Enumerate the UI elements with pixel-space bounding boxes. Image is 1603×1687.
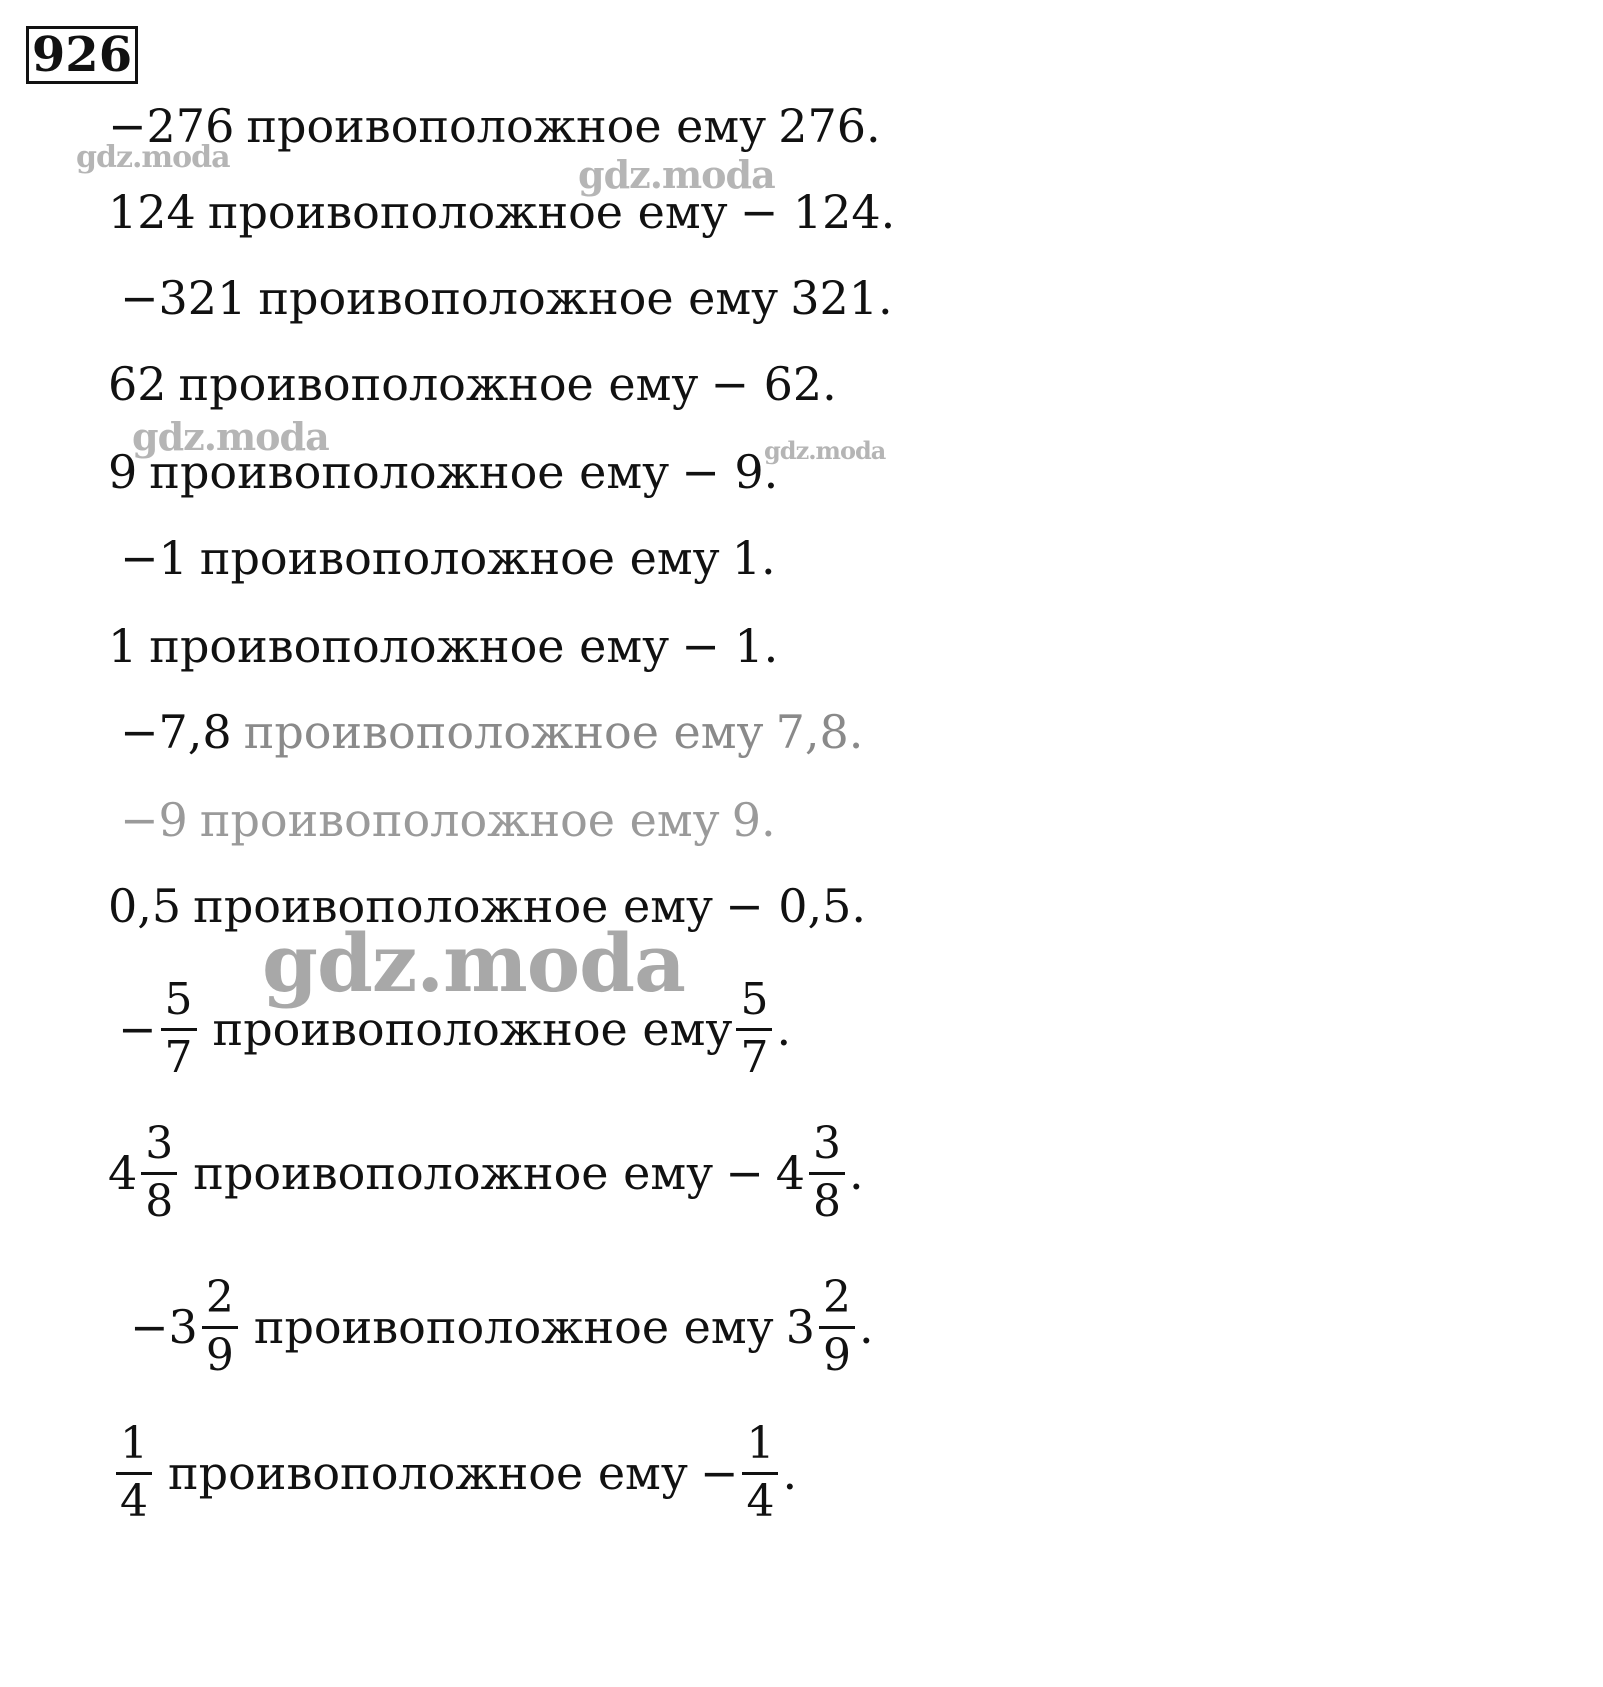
line-9-opposite: 9. bbox=[731, 793, 776, 847]
frac-4-pre-fraction bbox=[116, 1419, 152, 1527]
frac-2-post-fraction bbox=[809, 1119, 845, 1227]
frac-2-post-denominator: 8 bbox=[813, 1175, 842, 1227]
frac-1-pre-fraction bbox=[161, 975, 197, 1083]
line-8-opposite: 7,8. bbox=[775, 705, 864, 759]
line-4-number: 62 bbox=[108, 357, 167, 411]
frac-1-post-numerator: 5 bbox=[736, 975, 772, 1031]
line-9-text: проивоположное ему bbox=[199, 793, 720, 847]
frac-3-post-fraction bbox=[819, 1273, 855, 1381]
answer-line-9 bbox=[120, 790, 776, 850]
frac-2-post-whole: 4 bbox=[775, 1146, 806, 1200]
line-4-opposite: − 62. bbox=[710, 357, 837, 411]
frac-3-period: . bbox=[859, 1300, 874, 1354]
frac-2-post-sign: − bbox=[725, 1146, 764, 1200]
fraction-line-2 bbox=[108, 1108, 864, 1238]
line-5-text: проивоположное ему bbox=[149, 445, 670, 499]
watermark-2: gdz.moda bbox=[578, 152, 775, 197]
line-7-text: проивоположное ему bbox=[149, 619, 670, 673]
answer-line-8 bbox=[120, 702, 863, 762]
line-7-opposite: − 1. bbox=[681, 619, 779, 673]
line-8-number: −7,8 bbox=[120, 705, 232, 759]
answer-line-6 bbox=[120, 528, 776, 588]
answer-line-7 bbox=[108, 616, 778, 676]
watermark-4: gdz.moda bbox=[764, 436, 886, 465]
frac-4-post-sign: − bbox=[699, 1446, 739, 1500]
frac-4-period: . bbox=[782, 1446, 798, 1500]
line-7-number: 1 bbox=[108, 619, 138, 673]
frac-3-text: проивоположное ему bbox=[253, 1300, 774, 1354]
frac-4-pre-denominator: 4 bbox=[120, 1475, 148, 1527]
frac-1-period: . bbox=[776, 1002, 792, 1056]
frac-4-post-fraction bbox=[742, 1419, 778, 1527]
frac-3-pre-whole: 3 bbox=[168, 1300, 198, 1354]
frac-1-post-denominator: 7 bbox=[740, 1031, 769, 1083]
line-9-number: −9 bbox=[120, 793, 188, 847]
frac-2-period: . bbox=[849, 1146, 864, 1200]
line-1-opposite: 276. bbox=[778, 99, 881, 153]
frac-3-pre-sign: − bbox=[130, 1300, 169, 1354]
line-6-opposite: 1. bbox=[731, 531, 776, 585]
line-1-text: проивоположное ему bbox=[246, 99, 767, 153]
frac-1-pre-numerator: 5 bbox=[161, 975, 197, 1031]
line-10-opposite: − 0,5. bbox=[725, 879, 867, 933]
watermark-1: gdz.moda bbox=[76, 140, 230, 175]
frac-3-post-whole: 3 bbox=[785, 1300, 816, 1354]
line-8-text: проивоположное ему bbox=[243, 705, 764, 759]
line-2-opposite: − 124. bbox=[739, 185, 896, 239]
line-4-text: проивоположное ему bbox=[178, 357, 699, 411]
frac-3-post-numerator: 2 bbox=[819, 1273, 855, 1329]
line-1-number: −276 bbox=[108, 99, 235, 153]
line-3-opposite: 321. bbox=[790, 271, 893, 325]
frac-1-pre-sign: − bbox=[118, 1002, 157, 1056]
frac-2-pre-numerator: 3 bbox=[141, 1119, 177, 1175]
watermark-3: gdz.moda bbox=[132, 414, 329, 459]
answer-line-4 bbox=[108, 354, 837, 414]
frac-4-post-numerator: 1 bbox=[742, 1419, 778, 1475]
line-5-opposite: − 9. bbox=[681, 445, 779, 499]
frac-2-pre-denominator: 8 bbox=[145, 1175, 174, 1227]
line-2-text: проивоположное ему bbox=[207, 185, 728, 239]
line-6-number: −1 bbox=[120, 531, 188, 585]
frac-2-pre-fraction bbox=[141, 1119, 177, 1227]
frac-2-post-numerator: 3 bbox=[809, 1119, 845, 1175]
frac-1-text: проивоположное ему bbox=[212, 1002, 733, 1056]
line-3-text: проивоположное ему bbox=[258, 271, 779, 325]
fraction-line-4 bbox=[112, 1408, 797, 1538]
frac-3-post-denominator: 9 bbox=[823, 1329, 852, 1381]
line-2-number: 124 bbox=[108, 185, 196, 239]
line-5-number: 9 bbox=[108, 445, 138, 499]
fraction-line-3 bbox=[130, 1262, 874, 1392]
frac-3-pre-denominator: 9 bbox=[205, 1329, 234, 1381]
frac-4-pre-numerator: 1 bbox=[116, 1419, 152, 1475]
line-3-number: −321 bbox=[120, 271, 247, 325]
frac-4-post-denominator: 4 bbox=[746, 1475, 775, 1527]
frac-3-pre-numerator: 2 bbox=[202, 1273, 238, 1329]
frac-1-post-fraction bbox=[736, 975, 772, 1083]
answer-line-3 bbox=[120, 268, 893, 328]
problem-number: 926 bbox=[26, 26, 138, 84]
frac-2-text: проивоположное ему bbox=[193, 1146, 714, 1200]
watermark-5: gdz.moda bbox=[262, 916, 685, 1010]
line-10-text: проивоположное ему bbox=[193, 879, 714, 933]
line-6-text: проивоположное ему bbox=[199, 531, 720, 585]
frac-4-text: проивоположное ему bbox=[168, 1446, 688, 1500]
frac-1-pre-denominator: 7 bbox=[164, 1031, 193, 1083]
answer-line-2 bbox=[108, 182, 895, 242]
frac-2-pre-whole: 4 bbox=[108, 1146, 138, 1200]
frac-3-pre-fraction bbox=[202, 1273, 238, 1381]
line-10-number: 0,5 bbox=[108, 879, 182, 933]
